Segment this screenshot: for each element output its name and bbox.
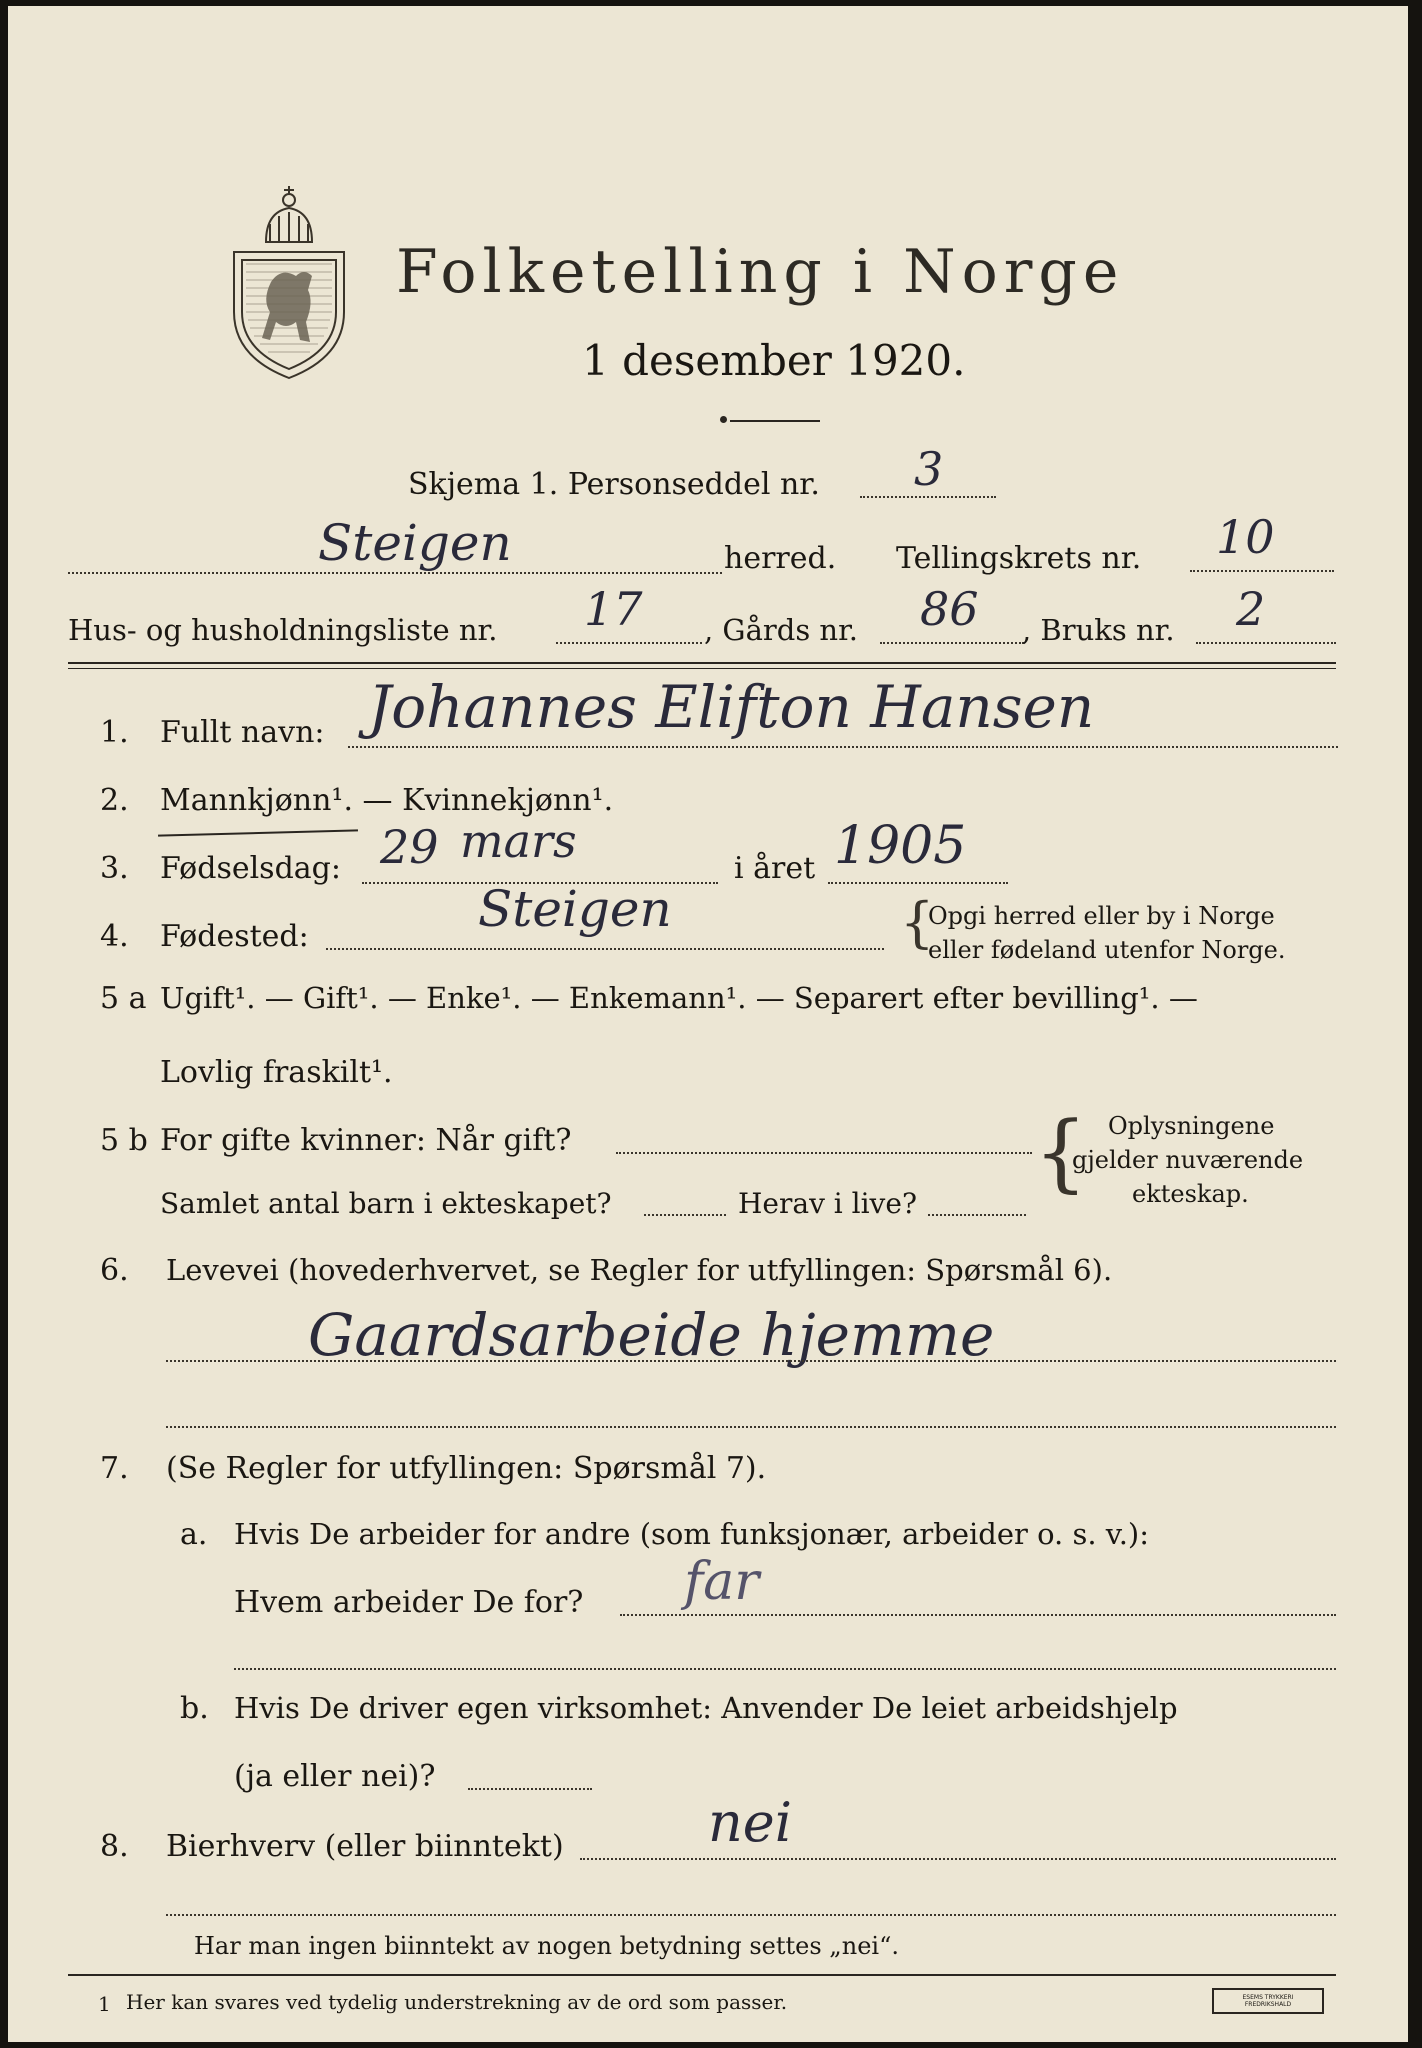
title-dash — [730, 420, 820, 422]
footer-rule — [68, 1974, 1336, 1976]
q7a-answer: far — [684, 1552, 760, 1612]
q7-label: (Se Regler for utfyllingen: Spørsmål 7). — [166, 1451, 767, 1486]
q3-month: mars — [460, 814, 577, 868]
q2-number: 2. — [100, 783, 129, 818]
q7b-line-2: (ja eller nei)? — [234, 1759, 436, 1794]
q7-number: 7. — [100, 1451, 129, 1486]
q4-line — [326, 948, 884, 950]
q5b-number: 5 b — [100, 1123, 148, 1158]
personseddel-line — [860, 496, 996, 498]
norwegian-coat-of-arms-icon — [226, 172, 352, 384]
q2-label: Mannkjønn¹. — Kvinnekjønn¹. — [160, 783, 614, 818]
q4-brace: { — [900, 891, 935, 954]
q6-answer: Gaardsarbeide hjemme — [308, 1301, 995, 1369]
q5a-line-1: Ugift¹. — Gift¹. — Enke¹. — Enkemann¹. — Separert efter bevilling¹. — — [160, 981, 1198, 1015]
gards-line — [880, 642, 1024, 644]
header-rule-1 — [68, 662, 1336, 664]
herred-value: Steigen — [318, 514, 512, 572]
q7b-line-1: Hvis De driver egen virksomhet: Anvender De leiet arbeidshjelp — [234, 1691, 1178, 1725]
q2-underline-mannkjonn — [158, 829, 358, 836]
skjema-label: Skjema 1. Personseddel nr. — [408, 467, 820, 502]
q8-line — [580, 1858, 1336, 1860]
q6-number: 6. — [100, 1253, 129, 1288]
q7b-line — [468, 1788, 592, 1790]
footnote-text: Her kan svares ved tydelig understrekning av de ord som passer. — [126, 1990, 788, 2014]
q7a-line-2: Hvem arbeider De for? — [234, 1585, 584, 1620]
q5b-barn-line — [644, 1214, 726, 1216]
bruks-label: , Bruks nr. — [1022, 613, 1175, 647]
q8-label: Bierhverv (eller biinntekt) — [166, 1829, 564, 1864]
q8-line-extra — [166, 1914, 1336, 1916]
tellingskrets-line — [1190, 570, 1334, 572]
q4-label: Fødested: — [160, 919, 309, 954]
title-dot — [720, 416, 727, 423]
q7a-line-1: Hvis De arbeider for andre (som funksjonær, arbeider o. s. v.): — [234, 1517, 1150, 1551]
hus-nr-value: 17 — [584, 582, 643, 636]
q5b-i-live-line — [928, 1214, 1026, 1216]
q1-number: 1. — [100, 715, 129, 750]
footer-note: Har man ingen biinntekt av nogen betydning settes „nei“. — [194, 1932, 899, 1960]
q5b-line-1: For gifte kvinner: Når gift? — [160, 1123, 572, 1158]
q3-number: 3. — [100, 851, 129, 886]
herred-label: herred. — [724, 541, 837, 576]
q6-label: Levevei (hovederhvervet, se Regler for utfyllingen: Spørsmål 6). — [166, 1253, 1113, 1287]
q4-note-1: Opgi herred eller by i Norge — [928, 902, 1275, 930]
q5b-line-2b: Herav i live? — [738, 1187, 917, 1220]
header-rule-2 — [68, 668, 1336, 669]
q3-year-line — [828, 882, 1008, 884]
census-form-page — [8, 6, 1408, 2042]
footnote-mark: 1 — [98, 1992, 111, 2016]
q5b-note-1: Oplysningene — [1108, 1112, 1275, 1140]
q1-answer: Johannes Elifton Hansen — [368, 673, 1095, 741]
q7a-line-extra — [234, 1668, 1336, 1670]
q5a-line-2: Lovlig fraskilt¹. — [160, 1055, 393, 1090]
q5a-number: 5 a — [100, 981, 147, 1016]
q1-line — [348, 746, 1338, 748]
q8-number: 8. — [100, 1829, 129, 1864]
printer-stamp — [1212, 1988, 1324, 2014]
bruks-line — [1196, 642, 1336, 644]
bruks-nr-value: 2 — [1236, 582, 1266, 636]
tellingskrets-nr-value: 10 — [1216, 510, 1275, 564]
q5b-note-3: ekteskap. — [1132, 1180, 1249, 1208]
gards-nr-value: 86 — [920, 582, 979, 636]
personseddel-nr-value: 3 — [914, 442, 944, 496]
q3-year: 1905 — [834, 816, 967, 876]
q3-year-label: i året — [734, 851, 816, 886]
q8-answer: nei — [708, 1791, 793, 1854]
printer-stamp-text: ESEMS TRYKKERI FREDRIKSHALD — [1242, 1993, 1294, 2008]
q4-note-2: eller fødeland utenfor Norge. — [928, 936, 1286, 964]
q7b-letter: b. — [180, 1691, 209, 1726]
q4-answer: Steigen — [478, 880, 672, 938]
q7a-line — [620, 1614, 1336, 1616]
q6-line-2 — [166, 1426, 1336, 1428]
hus-label: Hus- og husholdningsliste nr. — [68, 613, 498, 647]
herred-line — [68, 572, 722, 574]
hus-line — [556, 642, 702, 644]
gards-label: , Gårds nr. — [704, 613, 858, 647]
q3-label: Fødselsdag: — [160, 851, 341, 886]
q4-number: 4. — [100, 919, 129, 954]
q5b-nar-gift-line — [616, 1152, 1032, 1154]
form-title: Folketelling i Norge — [396, 237, 1125, 307]
census-date: 1 desember 1920. — [582, 336, 966, 385]
q5b-note-2: gjelder nuværende — [1072, 1146, 1304, 1174]
q1-label: Fullt navn: — [160, 715, 325, 750]
tellingskrets-label: Tellingskrets nr. — [896, 541, 1142, 576]
q5b-line-2a: Samlet antal barn i ekteskapet? — [160, 1187, 612, 1220]
q5b-brace: { — [1034, 1103, 1088, 1201]
q7a-letter: a. — [180, 1517, 208, 1552]
q6-line-1 — [166, 1360, 1336, 1362]
q3-day: 29 — [380, 820, 439, 874]
